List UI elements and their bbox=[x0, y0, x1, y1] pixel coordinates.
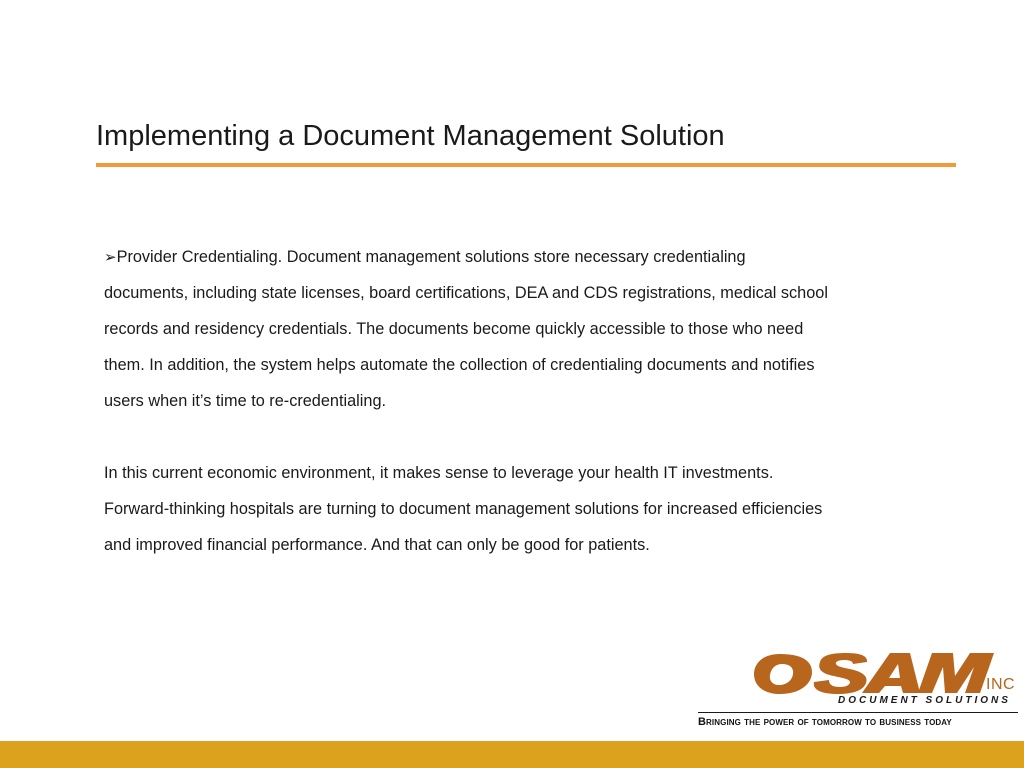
slide-title: Implementing a Document Management Solution bbox=[96, 120, 725, 152]
paragraph-1-line-2: documents, including state licenses, board certifications, DEA and CDS registrations, medical school bbox=[104, 284, 828, 302]
logo-subtitle: DOCUMENT SOLUTIONS bbox=[838, 695, 1011, 706]
paragraph-1-line-4: them. In addition, the system helps automate the collection of credentialing documents and notifies bbox=[104, 356, 815, 374]
paragraph-1-line-3: records and residency credentials. The documents become quickly accessible to those who need bbox=[104, 320, 804, 338]
paragraph-1-line-1: Provider Credentialing. Document management solutions store necessary credentialing bbox=[116, 248, 746, 266]
slide-body bbox=[104, 239, 944, 563]
footer-band bbox=[0, 741, 1024, 768]
logo-divider bbox=[698, 712, 1018, 713]
osam-logo-mark bbox=[698, 648, 1018, 710]
logo-tagline: Bringing the power of tomorrow to business today bbox=[698, 716, 952, 728]
osam-wordmark-icon bbox=[750, 648, 1010, 698]
paragraph-2-line-1: In this current economic environment, it makes sense to leverage your health IT investments. bbox=[104, 464, 774, 482]
bullet-line-1 bbox=[104, 239, 944, 275]
logo-inc-suffix: INC bbox=[986, 676, 1016, 693]
arrow-bullet-icon: ➢ bbox=[104, 249, 117, 266]
osam-logo bbox=[698, 648, 1018, 736]
paragraph-2-line-2: Forward-thinking hospitals are turning to document management solutions for increased efficiencies bbox=[104, 500, 823, 518]
paragraph-1-line-5: users when it’s time to re-credentialing. bbox=[104, 392, 387, 410]
paragraph-gap bbox=[104, 419, 944, 455]
paragraph-2-line-3: and improved financial performance. And that can only be good for patients. bbox=[104, 536, 650, 554]
title-underline bbox=[96, 163, 956, 167]
